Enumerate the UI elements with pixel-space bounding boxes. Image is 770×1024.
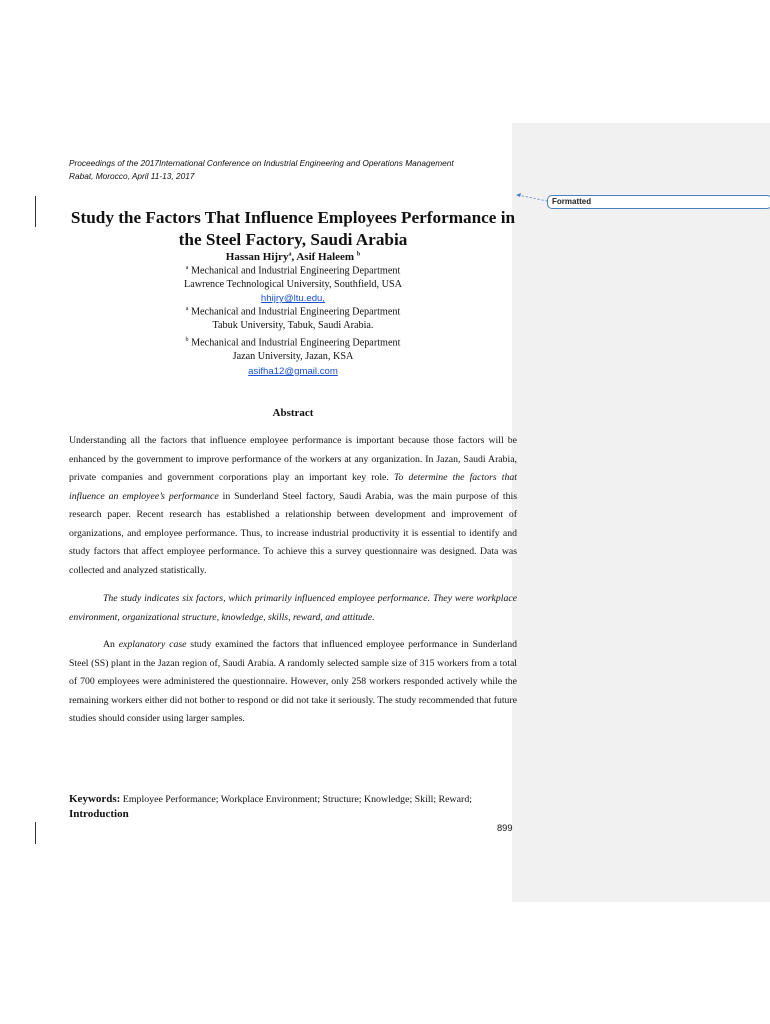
abstract-italic-text: To determine the factors that influence an employee’s performance	[69, 472, 517, 502]
change-bar	[35, 196, 36, 227]
abstract-italic-text: explanatory case	[118, 639, 187, 650]
abstract-paragraph-3	[69, 636, 517, 729]
author-affiliation-mark: b	[356, 251, 361, 258]
abstract-paragraph-1	[69, 432, 517, 580]
affiliation-dept-text: Mechanical and Industrial Engineering Department	[190, 265, 401, 277]
author-affiliation-mark: a	[288, 251, 292, 258]
affiliation-institution: Jazan University, Jazan, KSA	[232, 351, 354, 362]
markup-pane	[512, 123, 770, 902]
affiliation-dept-text: Mechanical and Industrial Engineering Department	[190, 306, 401, 318]
affiliation-institution: Tabuk University, Tabuk, Saudi Arabia.	[212, 320, 374, 331]
author-name: Asif Haleem	[296, 251, 355, 263]
affiliation-dept-text: Mechanical and Industrial Engineering Department	[191, 337, 401, 349]
keywords-label: Keywords:	[69, 793, 121, 805]
affiliation-email	[69, 293, 517, 304]
running-header-line-1: Proceedings of the 2017International Conference on Industrial Engineering and Operations Management	[69, 158, 454, 168]
introduction-heading: Introduction	[69, 808, 129, 820]
abstract-heading: Abstract	[272, 407, 314, 419]
affiliation-institution: Lawrence Technological University, Southfield, USA	[184, 279, 402, 290]
abstract-text: An	[103, 639, 119, 650]
affiliation-mark: a	[185, 306, 189, 312]
email-link[interactable]: hhijry@ltu.edu,	[260, 293, 326, 304]
keywords-line	[69, 793, 517, 805]
author-name: Hassan Hijry	[225, 251, 289, 263]
author-line	[69, 251, 517, 263]
abstract-text: Understanding all the factors that influence employee performance is important because those factors will be enhanced by the government to improve performance of the workers at any organization. In Jazan, Saudi Arabia, private companies and government corporations play an important key role.	[69, 435, 517, 483]
email-link[interactable]: asifha12@gmail.com	[248, 366, 338, 377]
author-separator: ,	[291, 251, 297, 263]
page-number: 899	[497, 823, 513, 833]
change-bar	[35, 822, 36, 844]
keywords-text: Employee Performance; Workplace Environment; Structure; Knowledge; Skill; Reward;	[120, 794, 473, 805]
formatted-comment-balloon[interactable]: Formatted	[547, 195, 770, 209]
affiliation-dept	[69, 337, 517, 348]
abstract-paragraph-2: The study indicates six factors, which primarily influenced employee performance. They were workplace environment, organizational structure, knowledge, skills, reward, and attitude.	[69, 593, 517, 623]
running-header-line-2: Rabat, Morocco, April 11-13, 2017	[69, 171, 195, 181]
affiliation-mark: b	[185, 337, 189, 343]
abstract-text: study examined the factors that influenced employee performance in Sunderland Steel (SS) plant in the Jazan region of, Saudi Arabia. A randomly selected sample size of 315 workers from a total of 700 employees were administered the questionnaire. However, only 258 workers responded actively while the remaining workers either did not bother to respond or did not take it seriously. The study recommended that future studies should consider using larger samples.	[69, 639, 517, 724]
affiliation-mark: a	[185, 265, 189, 271]
affiliation-email	[69, 366, 517, 377]
affiliation-dept	[69, 265, 517, 276]
paper-title: Study the Factors That Influence Employees Performance in the Steel Factory, Saudi Arabia	[70, 208, 516, 249]
affiliation-dept	[69, 306, 517, 317]
abstract-text: in Sunderland Steel factory, Saudi Arabia, was the main purpose of this research paper. Recent research has established a relationship between development and improvement of organizations, and employee performance. Thus, to increase industrial productivity it is essential to identify and study factors that affect employee performance. To achieve this a survey questionnaire was designed. Data was collected and analyzed statistically.	[69, 490, 517, 576]
